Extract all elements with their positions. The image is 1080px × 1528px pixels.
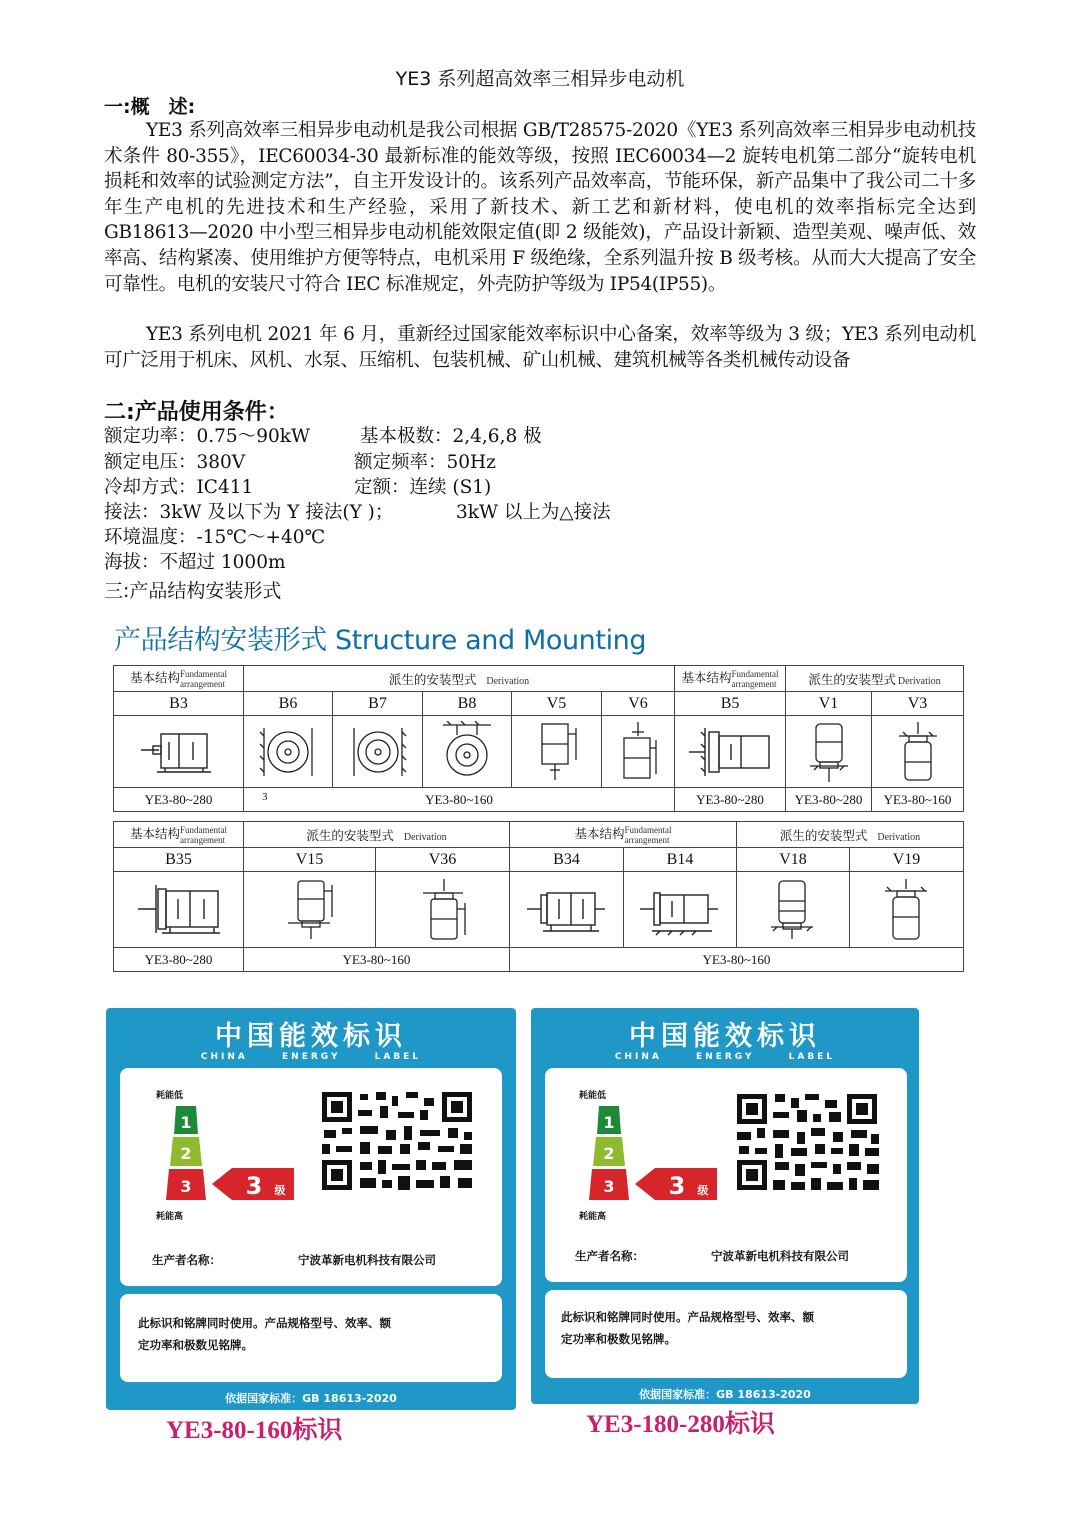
mount-code: V6 [602,692,675,716]
manufacturer-label: 生产者名称： [152,1253,221,1267]
label-low-consumption: 耗能低 [156,1091,184,1101]
qr-code-icon [320,1090,476,1194]
spec-frequency: 额定频率：50Hz [354,452,496,473]
energy-label-1 [106,1008,516,1410]
spec-row-connection [104,500,611,525]
grade-arrow-value: 3 [668,1172,686,1200]
page-title: YE3 系列超高效率三相异步电动机 [395,68,685,90]
model-range: YE3-80~160 [244,948,510,972]
header-derivation: 派生的安装型式 Derivation [244,822,510,848]
spec-row-voltage [104,450,496,475]
manufacturer-name: 宁波革新电机科技有限公司 [298,1253,436,1267]
model-range: YE3-80~160 [872,788,964,812]
mount-b6-drawing [244,716,333,788]
model-range: YE3-80~280 [675,788,786,812]
spec-row-power [104,424,542,449]
grade-pyramid-icon [146,1104,296,1204]
manufacturer-name: 宁波革新电机科技有限公司 [711,1249,849,1263]
mount-code: V1 [786,692,872,716]
energy-label-2 [531,1008,919,1404]
label-caption-2: YE3-180-280标识 [586,1411,775,1438]
mount-v19-drawing [850,872,964,948]
structure-title: 产品结构安装形式 Structure and Mounting [114,625,647,656]
grade-3-label: 3 [603,1177,615,1196]
header-basic: 基本结构Fundamental arrangement [114,822,244,848]
label-note-panel [545,1290,907,1378]
model-range: YE3-80~160 [510,948,964,972]
mount-b14-drawing [624,872,737,948]
mount-code: V36 [376,848,510,872]
label-title-cn: 中国能效标识 [629,1021,821,1052]
overview-heading: 一:概 述: [104,96,196,118]
grade-3-label: 3 [180,1177,192,1196]
label-title-cn: 中国能效标识 [215,1021,407,1052]
label-high-consumption: 耗能高 [156,1212,184,1222]
overview-paragraph-1: YE3 系列高效率三相异步电动机是我公司根据 GB/T28575-2020《YE3 系列高效率三相异步电动机技术条件 80-355》，IEC60034-30 最新标准的能效等级，按照 IEC60034—2 旋转电机第二部分“旋转电机损耗和效率的试验测定方法”，自主开发设计的。该系列产品效率高，节能环保，新产品集中了我公司二十多年生产电机的先进技术和生产经验，采用了新技术、新工艺和新材料，使电机的效率指标完全达到 GB18613—2020 中小型三相异步电动机能效限定值(即 2 级能效)，产品设计新颖、造型美观、噪声低、效率高、结构紧凑、使用维护方便等特点，电机采用 F 级绝缘，全系列温升按 B 级考核。从而大大提高了安全可靠性。电机的安装尺寸符合 IEC 标准规定，外壳防护等级为 IP54(IP55)。 [104,120,976,295]
mount-v15-drawing [244,872,376,948]
grade-2-label: 2 [603,1144,615,1163]
mounting-heading: 三:产品结构安装形式 [104,580,282,602]
header-derivation: 派生的安装型式 Derivation [244,666,675,692]
mount-v6-drawing [602,716,675,788]
grade-pyramid-icon [569,1104,719,1204]
mount-b8-drawing [423,716,512,788]
spec-poles: 基本极数：2,4,6,8 极 [360,426,542,447]
mount-code: B35 [114,848,244,872]
label-grade-panel [120,1068,502,1286]
label-grade-panel [545,1068,907,1282]
mount-b34-drawing [510,872,624,948]
grade-arrow-unit: 级 [697,1184,709,1197]
grade-1-label: 1 [180,1113,192,1132]
spec-temperature: 环境温度：-15℃～+40℃ [104,527,326,548]
spec-connection-b: 3kW 以上为△接法 [456,502,611,523]
model-range: YE3-80~280 [114,948,244,972]
grade-2-label: 2 [180,1144,192,1163]
spec-duty: 定额：连续 (S1) [354,477,492,498]
spec-connection-a: 接法：3kW 及以下为 Y 接法(Y )； [104,502,394,523]
mount-v1-drawing [786,716,872,788]
header-basic: 基本结构Fundamental arrangement [510,822,737,848]
grade-arrow-value: 3 [245,1172,263,1200]
manufacturer-label: 生产者名称： [575,1249,644,1263]
mount-code: V5 [512,692,602,716]
spec-row-cooling [104,475,492,500]
label-standard: 依据国家标准：GB 18613-2020 [639,1388,811,1401]
conditions-heading: 二:产品使用条件： [104,400,289,425]
mounting-table-2 [113,821,964,972]
label-note: 此标识和铭牌同时使用。产品规格型号、效率、额 定功率和极数见铭牌。 [561,1310,814,1346]
spec-voltage: 额定电压：380V [104,452,246,473]
mount-code: B6 [244,692,333,716]
mount-code: V15 [244,848,376,872]
model-range: YE3-80~280 [114,788,244,812]
label-note: 此标识和铭牌同时使用。产品规格型号、效率、额 定功率和极数见铭牌。 [138,1316,391,1352]
mount-b35-drawing [114,872,244,948]
model-stray-mark: 3 [262,791,268,803]
label-low-consumption: 耗能低 [579,1091,607,1101]
header-basic: 基本结构Fundamental arrangement [114,666,244,692]
mount-code: V3 [872,692,964,716]
mount-code: B34 [510,848,624,872]
mount-v18-drawing [737,872,850,948]
spec-cooling: 冷却方式：IC411 [104,477,254,498]
mount-v3-drawing [872,716,964,788]
mount-b5-drawing [675,716,786,788]
header-basic: 基本结构Fundamental arrangement [675,666,786,692]
mount-code: B5 [675,692,786,716]
qr-code-icon [735,1092,881,1194]
label-high-consumption: 耗能高 [579,1212,607,1222]
grade-1-label: 1 [603,1113,615,1132]
mount-v5-drawing [512,716,602,788]
spec-power: 额定功率：0.75～90kW [104,426,310,447]
mounting-table-1 [113,665,964,812]
overview-paragraph-2: YE3 系列电机 2021 年 6 月，重新经过国家能效率标识中心备案，效率等级为 3 级；YE3 系列电动机可广泛用于机床、风机、水泵、压缩机、包装机械、矿山机械、建筑机械等各类机械传动设备 [104,324,976,371]
label-caption-1: YE3-80-160标识 [166,1417,343,1444]
label-note-panel [120,1294,502,1382]
mount-b3-drawing [114,716,244,788]
mount-code: V19 [850,848,964,872]
spec-altitude: 海拔：不超过 1000m [104,552,286,573]
header-derivation: 派生的安装型式 Derivation [786,666,964,692]
mount-code: B14 [624,848,737,872]
label-standard: 依据国家标准：GB 18613-2020 [225,1392,397,1405]
model-range: 3 YE3-80~160 [244,788,675,812]
label-title-en: CHINA ENERGY LABEL [200,1052,422,1062]
mount-code: V18 [737,848,850,872]
mount-code: B3 [114,692,244,716]
grade-arrow-unit: 级 [274,1184,286,1197]
mount-b7-drawing [333,716,423,788]
mount-code: B7 [333,692,423,716]
header-derivation: 派生的安装型式 Derivation [737,822,964,848]
mount-v36-drawing [376,872,510,948]
label-title-en: CHINA ENERGY LABEL [614,1052,836,1062]
mount-code: B8 [423,692,512,716]
model-range: YE3-80~280 [786,788,872,812]
